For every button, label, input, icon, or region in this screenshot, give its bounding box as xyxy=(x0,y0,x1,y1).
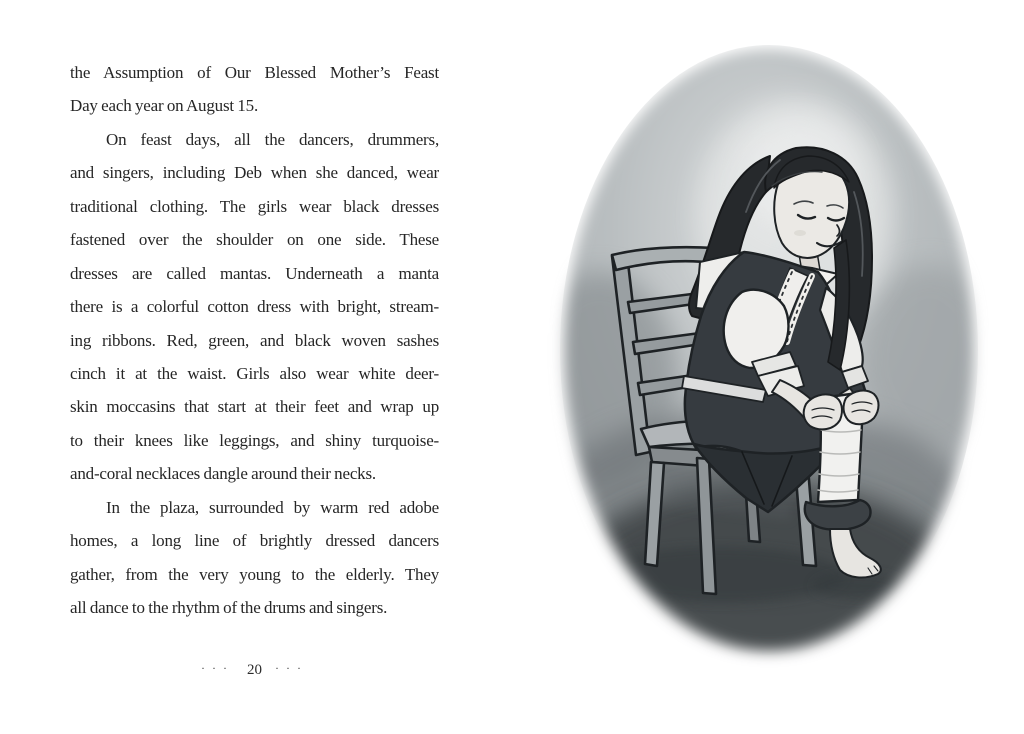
text-line: cinch it at the waist. Girls also wear white deer- xyxy=(70,363,439,383)
text-line: there is a colorful cotton dress with bright, stream- xyxy=(70,297,439,317)
text-line: skin moccasins that start at their feet and wrap up xyxy=(70,397,439,417)
page-footer xyxy=(70,662,439,679)
text-line: In the plaza, surrounded by warm red adobe xyxy=(106,497,439,517)
text-line: the Assumption of Our Blessed Mother’s Feast xyxy=(70,63,439,82)
text-line: and singers, including Deb when she danced, wear xyxy=(70,163,439,183)
text-line: traditional clothing. The girls wear black dresses xyxy=(70,196,439,216)
text-line: Day each year on August 15. xyxy=(70,96,258,116)
text-line: all dance to the rhythm of the drums and singers. xyxy=(70,598,388,617)
text-line: homes, a long line of brightly dressed dancers xyxy=(70,531,439,551)
page-number: 20 xyxy=(247,662,262,678)
text-line: to their knees like leggings, and shiny turquoise- xyxy=(70,430,439,450)
text-line: On feast days, all the dancers, drummers, xyxy=(106,129,439,149)
text-line: dresses are called mantas. Underneath a manta xyxy=(70,263,439,283)
illustration-girl-moccasins xyxy=(545,25,1024,685)
text-line: fastened over the shoulder on one side. These xyxy=(70,230,439,250)
text-line: ing ribbons. Red, green, and black woven sashes xyxy=(70,330,439,350)
folio-dots-left: ··· xyxy=(201,661,234,675)
text-line: gather, from the very young to the elderly. They xyxy=(70,564,439,584)
text-line: and-coral necklaces dangle around their necks. xyxy=(70,464,376,484)
body-text-column xyxy=(70,56,439,624)
folio-dots-right: ··· xyxy=(275,661,308,675)
